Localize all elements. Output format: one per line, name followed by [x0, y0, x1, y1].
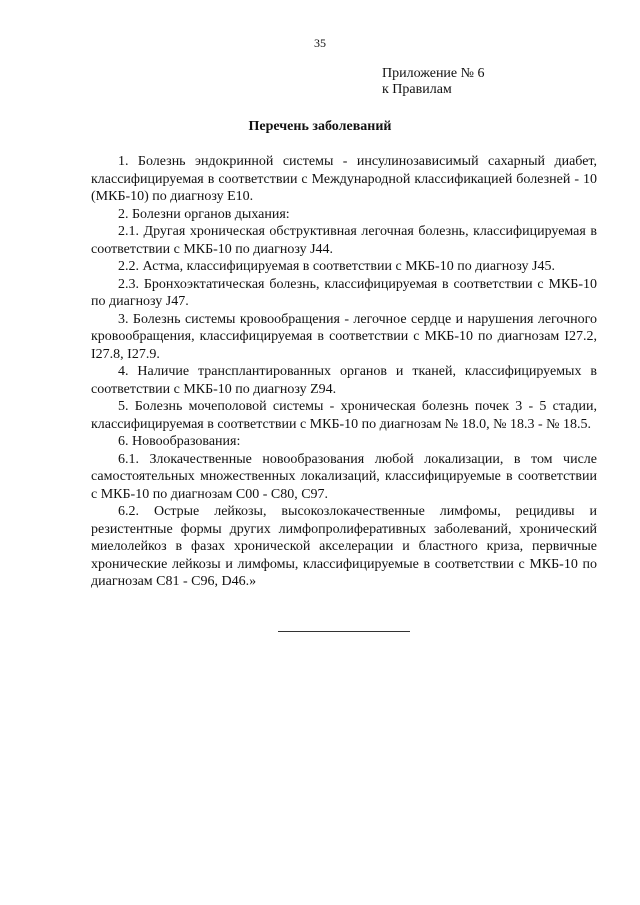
- list-item-2-2: 2.2. Астма, классифицируемая в соответствии с МКБ-10 по диагнозу J45.: [118, 259, 555, 274]
- list-item-4: 4. Наличие трансплантированных органов и тканей, классифицируемых в соответствии с МКБ-10 по диагнозу Z94.: [91, 364, 597, 397]
- list-item-6-1: 6.1. Злокачественные новообразования любой локализации, в том числе самостоятельных множественных локализаций, классифицируемые в соответствии с МКБ-10 по диагнозам С00 - С80, С97.: [91, 451, 597, 502]
- page-number: 35: [314, 36, 326, 50]
- list-item-1: 1. Болезнь эндокринной системы - инсулинозависимый сахарный диабет, классифицируемая в соответствии с Международной классификацией болезней - 10 (МКБ-10) по диагнозу Е10.: [91, 154, 597, 204]
- list-item-2-3: 2.3. Бронхоэктатическая болезнь, классифицируемая в соответствии с МКБ-10 по диагнозу J47.: [91, 276, 597, 309]
- end-of-document-rule: [278, 631, 410, 632]
- document-title: Перечень заболеваний: [248, 119, 392, 134]
- list-item-3: 3. Болезнь системы кровообращения - легочное сердце и нарушения легочного кровообращения, классифицируемая в соответствии с МКБ-10 по диагнозам I27.2, I27.8, I27.9.: [91, 311, 597, 362]
- appendix-number: Приложение № 6: [382, 66, 485, 81]
- list-item-2-1: 2.1. Другая хроническая обструктивная легочная болезнь, классифицируемая в соответствии с МКБ-10 по диагнозу J44.: [91, 224, 597, 257]
- list-item-6-2: 6.2. Острые лейкозы, высокозлокачественные лимфомы, рецидивы и резистентные формы других лимфопролиферативных заболеваний, хронический миелолейкоз в фазах хронической акселерации и бластного криза, первичные хронические лейкозы и лимфомы, классифицируемые в соответствии с МКБ-10 по диагнозам С81 - С96, D46.»: [91, 504, 597, 589]
- disease-list: [91, 153, 597, 591]
- list-item-6: 6. Новообразования:: [118, 434, 241, 449]
- list-item-2: 2. Болезни органов дыхания:: [118, 206, 290, 222]
- appendix-reference: [382, 66, 485, 98]
- appendix-rules-ref: к Правилам: [382, 82, 452, 97]
- list-item-5: 5. Болезнь мочеполовой системы - хроническая болезнь почек 3 - 5 стадии, классифицируемая в соответствии с МКБ-10 по диагнозам № 18.0, № 18.3 - № 18.5.: [91, 399, 597, 432]
